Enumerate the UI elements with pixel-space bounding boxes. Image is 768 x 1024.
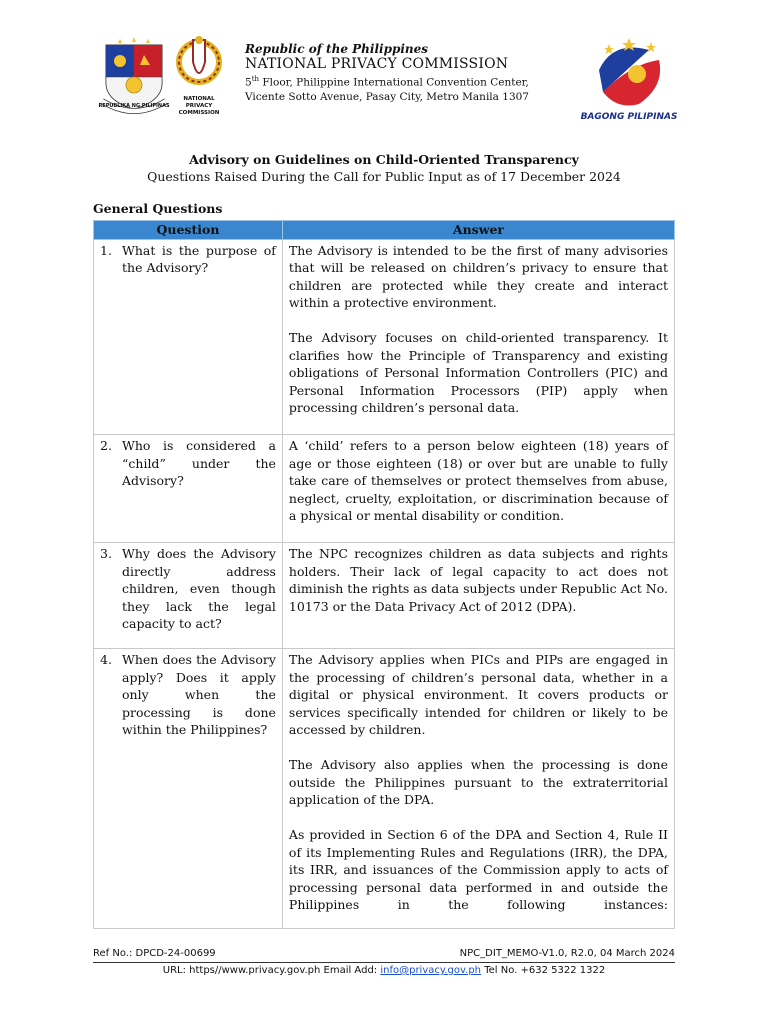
bagong-pilipinas-text: BAGONG PILIPINAS [580,112,678,122]
address-line-1: 5th Floor, Philippine International Convention Center, [245,75,529,89]
answer-paragraph: The Advisory also applies when the processing is done outside the Philippines pursuant to the extraterritorial application of the DPA. [288,757,668,807]
table-row [94,239,675,435]
question-text: What is the purpose of the Advisory? [122,242,276,275]
question-cell [94,543,283,649]
npc-emblem-icon [175,32,223,94]
npc-logo [175,32,223,122]
footer-contact [93,965,675,976]
question-text: Who is considered a “child” under the Advisory? [122,438,276,488]
answer-cell [282,649,674,929]
memo-version: NPC_DIT_MEMO-V1.0, R2.0, 04 March 2024 [459,948,675,959]
question-number: 3. [100,546,112,561]
answer-paragraph: A ‘child’ refers to a person below eighteen (18) years of age or those eighteen (18) or over but are unable to fully take care of themselves or protect themselves from abuse, neglect, cruelty, exploitation, or discrimination because of a physical or mental disability or condition. [288,438,668,523]
npc-logo-line-2: PRIVACY [185,103,213,109]
question-cell [94,239,283,435]
bagong-pilipinas-icon [573,30,685,112]
footer-url-text: URL: https//www.privacy.gov.ph Email Add: [162,965,381,976]
question-number: 1. [100,242,112,258]
bagong-pilipinas-logo [573,30,685,125]
answer-cell [282,239,674,435]
question-text: When does the Advisory apply? Does it apply only when the processing is done within the Philippines? [122,652,276,737]
table-row [94,435,675,543]
npc-logo-line-1: NATIONAL [183,96,215,102]
section-heading: General Questions [93,201,223,216]
answer-cell [282,435,674,543]
advisory-title-block [0,152,768,184]
advisory-subtitle: Questions Raised During the Call for Public Input as of 17 December 2024 [147,169,621,184]
question-number: 2. [100,438,112,453]
republic-line: Republic of the Philippines [245,42,429,56]
seal-ribbon-text: REPUBLIKA NG PILIPINAS [98,103,170,109]
answer-paragraph: The Advisory applies when PICs and PIPs are engaged in the processing of children’s personal data, whether in a digital or physical environment. It covers products or services specifically intended for children or likely to be accessed by children. [288,652,668,737]
answer-paragraph: The NPC recognizes children as data subjects and rights holders. Their lack of legal capacity to act does not diminish the rights as data subjects under Republic Act No. 10173 or the Data Privacy Act of 2012 (DPA). [288,546,668,614]
page-footer [93,948,675,976]
question-cell [94,435,283,543]
letterhead-text [245,42,535,104]
email-link[interactable]: info@privacy.gov.ph [380,965,482,976]
qa-table [93,220,675,929]
question-number: 4. [100,652,112,667]
question-text: Why does the Advisory directly address children, even though they lack the legal capacity to act? [122,546,276,631]
answer-paragraph: The Advisory is intended to be the first of many advisories that will be released on children’s privacy to ensure that children are protected while they create and interact within a protective environment. [288,242,668,310]
column-header-question: Question [94,221,283,240]
table-row [94,649,675,929]
answer-cell [282,543,674,649]
address-line-2: Vicente Sotto Avenue, Pasay City, Metro Manila 1307 [245,90,529,103]
answer-paragraph: The Advisory focuses on child-oriented transparency. It clarifies how the Principle of Transparency and existing obligations of Personal Information Controllers (PIC) and Personal Information Processors (PIP) apply when processing children’s personal data. [288,330,668,415]
footer-divider [93,962,675,963]
reference-number: Ref No.: DPCD-24-00699 [93,948,216,959]
commission-name: NATIONAL PRIVACY COMMISSION [245,56,509,72]
npc-logo-line-3: COMMISSION [178,110,220,116]
footer-tel: Tel No. +632 5322 1322 [481,965,606,976]
letterhead [95,30,685,125]
column-header-answer: Answer [282,221,674,240]
question-cell [94,649,283,929]
table-row [94,543,675,649]
answer-paragraph: As provided in Section 6 of the DPA and Section 4, Rule II of its Implementing Rules and Regulations (IRR), the DPA, its IRR, and issuances of the Commission apply to acts of processing personal data performed in and outside the Philippines in the following instances: [288,827,668,912]
advisory-title: Advisory on Guidelines on Child-Oriented Transparency [189,152,579,167]
